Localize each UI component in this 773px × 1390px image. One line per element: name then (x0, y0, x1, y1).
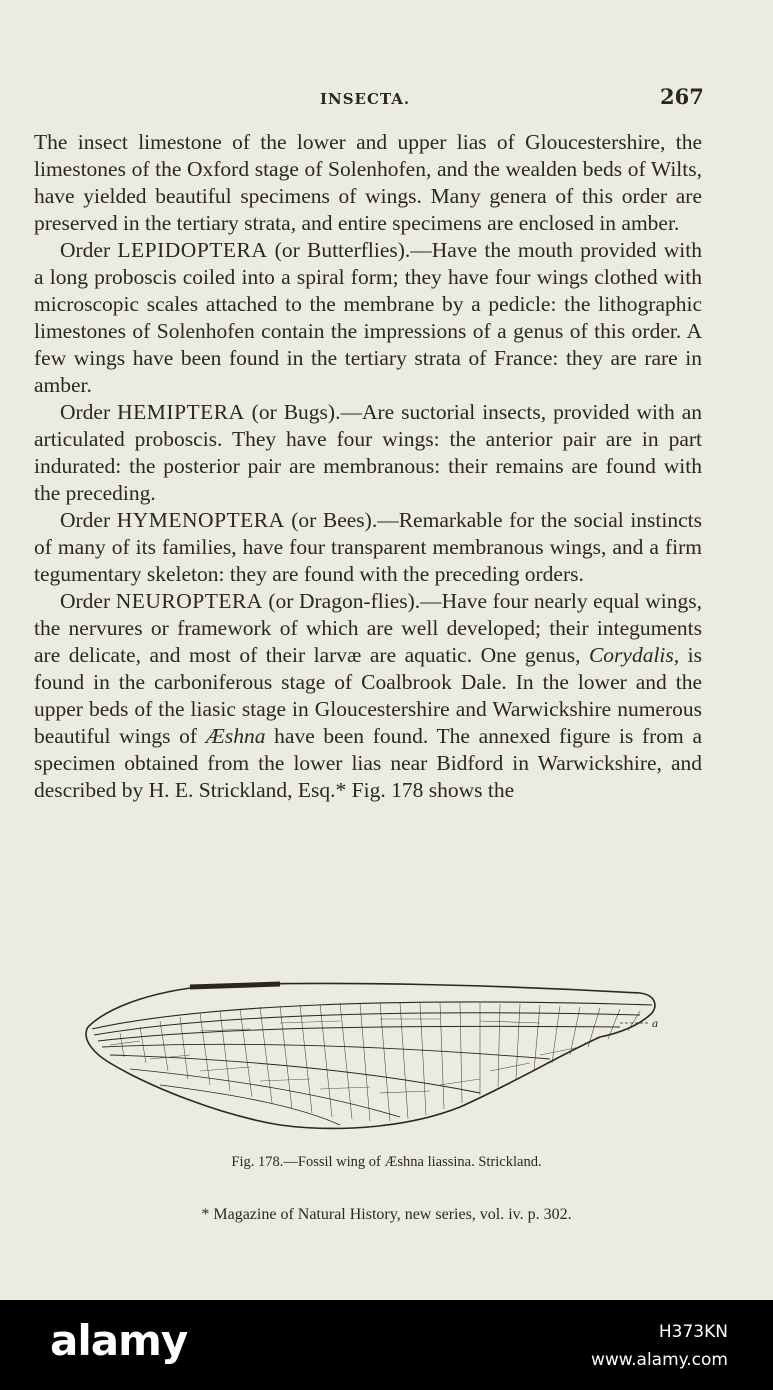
watermark-url: www.alamy.com (590, 1350, 728, 1370)
footnote: * Magazine of Natural History, new series, vol. iv. p. 302. (201, 1206, 572, 1223)
figure-caption: Fig. 178.—Fossil wing of Æshna liassina. Strickland. (231, 1154, 542, 1170)
figure-label-a: a (652, 1016, 658, 1030)
paragraph-hymenoptera: Order HYMENOPTERA (or Bees).—Remarkable for the social instincts of many of its families, have four transparent membranous wings, and a firm tegumentary skeleton: they are found with the preceding orders. (34, 508, 703, 586)
paragraph-hemiptera: Order HEMIPTERA (or Bugs).—Are suctorial insects, provided with an articulated proboscis. They have four wings: the anterior pair are in part indurated: the posterior pair are membranous: their remains are found with the preceding. (34, 400, 703, 505)
page-number: 267 (660, 84, 704, 109)
running-title: INSECTA. (320, 90, 411, 108)
genus-corydalis: Corydalis, (588, 643, 680, 667)
order-name-hymenoptera: HYMENOPTERA (116, 508, 285, 532)
alamy-logo: alamy (50, 1316, 188, 1365)
running-head (0, 84, 773, 114)
genus-aeshna: Æshna (205, 724, 266, 748)
paragraph-neuroptera: Order NEUROPTERA (or Dragon-flies).—Have four nearly equal wings, the nervures or framework of which are well developed; their integuments are delicate, and most of their larvæ are aquatic. One genus, Corydalis, is found in the carboniferous stage of Coalbrook Dale. In the lower and the upper beds of the liasic stage in Gloucestershire and Warwickshire numerous beautiful wings of Æshna have been found. The annexed figure is from a specimen obtained from the lower lias near Bidford in Warwickshire, and described by H. E. Strickland, Esq.* Fig. 178 shows the (34, 589, 703, 802)
order-name-hemiptera: HEMIPTERA (117, 400, 245, 424)
order-name-lepidoptera: LEPIDOPTERA (117, 238, 268, 262)
image-id: H373KN (658, 1322, 728, 1342)
order-name-neuroptera: NEUROPTERA (115, 589, 263, 613)
paragraph-lepidoptera: Order LEPIDOPTERA (or Butterflies).—Have the mouth provided with a long proboscis coiled into a spiral form; they have four wings clothed with microscopic scales attached to the membrane by a pedicle: the lithographic limestones of Solenhofen contain the impressions of a genus of this order. A few wings have been found in the tertiary strata of France: they are rare in amber. (34, 238, 702, 397)
body-text (34, 129, 702, 804)
fossil-wing-illustration (80, 975, 680, 1140)
stock-watermark-bar (0, 1300, 773, 1390)
paragraph-intro: The insect limestone of the lower and upper lias of Gloucestershire, the limestones of the Oxford stage of Solenhofen, and the wealden beds of Wilts, have yielded beautiful specimens of wings. Many genera of this order are preserved in the tertiary strata, and entire specimens are enclosed in amber. (34, 130, 702, 235)
